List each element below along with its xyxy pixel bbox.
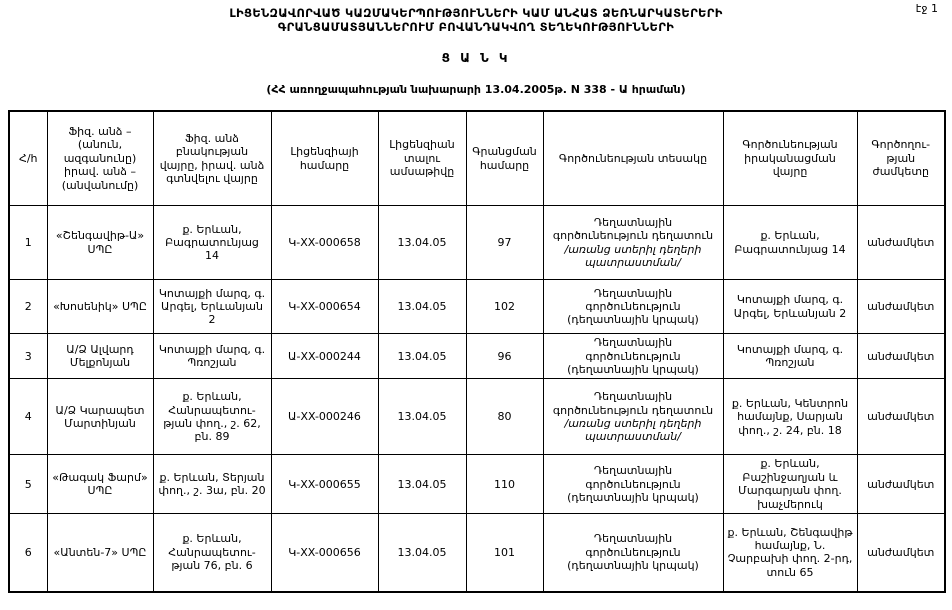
cell-entity-address: ք. Երևան, Հանրապետության փող., շ. 62, բն. 89 bbox=[153, 379, 271, 455]
activity-type-text: Դեղատնային գործունեություն (դեղատնային կրպակ) bbox=[567, 532, 699, 573]
cell-row-number: 4 bbox=[9, 379, 47, 455]
cell-entity-name: «Խոսենիկ» ՍՊԸ bbox=[47, 280, 153, 334]
cell-registration-number: 80 bbox=[466, 379, 543, 455]
cell-license-date: 13.04.05 bbox=[378, 206, 466, 280]
cell-activity-place: ք. Երևան, Շենգավիթ համայնք, Ն. Չարբախի փող. 2-րդ, տուն 65 bbox=[723, 514, 857, 592]
cell-entity-name: Ա/Ձ Կարապետ Մարտինյան bbox=[47, 379, 153, 455]
table-row bbox=[9, 334, 945, 379]
table-header bbox=[9, 111, 945, 206]
cell-activity-type bbox=[543, 379, 723, 455]
cell-license-date: 13.04.05 bbox=[378, 334, 466, 379]
cell-activity-type bbox=[543, 280, 723, 334]
cell-validity-term: անժամկետ bbox=[857, 206, 945, 280]
cell-row-number: 6 bbox=[9, 514, 47, 592]
cell-registration-number: 97 bbox=[466, 206, 543, 280]
activity-type-note: /առանց ստերիլ դեղերի պատրաստման/ bbox=[564, 416, 702, 444]
cell-registration-number: 96 bbox=[466, 334, 543, 379]
header-col-license-number: Լիցենզիայի համարը bbox=[271, 111, 378, 206]
cell-activity-type bbox=[543, 514, 723, 592]
cell-license-number: Ա-XX-000246 bbox=[271, 379, 378, 455]
cell-entity-address: ք. Երևան, Հանրապետության 76, բն. 6 bbox=[153, 514, 271, 592]
header-col-activity-place: Գործունեության իրականացման վայրը bbox=[723, 111, 857, 206]
cell-validity-term: անժամկետ bbox=[857, 334, 945, 379]
cell-license-number: Կ-XX-000655 bbox=[271, 455, 378, 514]
cell-registration-number: 110 bbox=[466, 455, 543, 514]
cell-entity-name: «Շենգավիթ-Ա» ՍՊԸ bbox=[47, 206, 153, 280]
cell-activity-type bbox=[543, 455, 723, 514]
cell-license-date: 13.04.05 bbox=[378, 379, 466, 455]
activity-type-note: /առանց ստերիլ դեղերի պատրաստման/ bbox=[564, 242, 702, 270]
activity-type-text: Դեղատնային գործունեություն (դեղատնային կրպակ) bbox=[567, 464, 699, 504]
cell-activity-place: Կոտայքի մարզ, գ. Պռոշյան bbox=[723, 334, 857, 379]
table-row bbox=[9, 455, 945, 514]
cell-activity-type bbox=[543, 334, 723, 379]
header-col-license-date: Լիցենզիան տալու ամսաթիվը bbox=[378, 111, 466, 206]
header-col-address: Ֆիզ. անձ բնակության վայրը, իրավ. անձ գտնվելու վայրը bbox=[153, 111, 271, 206]
cell-license-number: Կ-XX-000656 bbox=[271, 514, 378, 592]
document-title-line1: ԼԻՑԵՆԶԱՎՈՐՎԱԾ ԿԱԶՄԱԿԵՐՊՈՒԹՅՈՒՆՆԵՐԻ ԿԱՄ ԱՆՀԱՏ ՁԵՌՆԱՐԿԱՏԵՐԵՐԻ bbox=[229, 6, 723, 20]
table-row bbox=[9, 280, 945, 334]
cell-row-number: 5 bbox=[9, 455, 47, 514]
activity-type-text: Դեղատնային գործունեություն դեղատուն bbox=[552, 215, 714, 243]
document-title-line2: ԳՐԱՆՑԱՄԱՏՅԱՆՆԵՐՈՒՄ ԲՈՎԱՆԴԱԿՎՈՂ ՏԵՂԵԿՈՒԹՅՈՒՆՆԵՐԻ bbox=[277, 20, 675, 35]
cell-activity-place: ք. Երևան, Կենտրոն համայնք, Սարյան փող., շ. 24, բն. 18 bbox=[723, 379, 857, 455]
cell-validity-term: անժամկետ bbox=[857, 280, 945, 334]
page-number: էջ 1 bbox=[915, 2, 938, 15]
table-row bbox=[9, 514, 945, 592]
activity-type-text: Դեղատնային գործունեություն (դեղատնային կրպակ) bbox=[567, 286, 699, 327]
cell-row-number: 2 bbox=[9, 280, 47, 334]
cell-validity-term: անժամկետ bbox=[857, 379, 945, 455]
cell-license-date: 13.04.05 bbox=[378, 455, 466, 514]
cell-license-date: 13.04.05 bbox=[378, 280, 466, 334]
cell-validity-term: անժամկետ bbox=[857, 514, 945, 592]
cell-entity-address: Կոտայքի մարզ, գ. Պռոշյան bbox=[153, 334, 271, 379]
cell-activity-place: ք. Երևան, Բագրատունյաց 14 bbox=[723, 206, 857, 280]
table-body bbox=[9, 206, 945, 592]
table-header-row bbox=[9, 111, 945, 206]
cell-entity-address: Կոտայքի մարզ, գ. Արգել, Երևանյան 2 bbox=[153, 280, 271, 334]
cell-activity-type bbox=[543, 206, 723, 280]
cell-license-date: 13.04.05 bbox=[378, 514, 466, 592]
header-col-validity-term: Գործողության ժամկետը bbox=[857, 111, 945, 206]
activity-type-text: Դեղատնային գործունեություն (դեղատնային կրպակ) bbox=[567, 336, 699, 377]
cell-entity-name: «Թագակ Ֆարմ» ՍՊԸ bbox=[47, 455, 153, 514]
cell-registration-number: 101 bbox=[466, 514, 543, 592]
cell-row-number: 1 bbox=[9, 206, 47, 280]
cell-license-number: Կ-XX-000654 bbox=[271, 280, 378, 334]
header-col-registration-number: Գրանցման համարը bbox=[466, 111, 543, 206]
cell-activity-place: Կոտայքի մարզ, գ. Արգել, Երևանյան 2 bbox=[723, 280, 857, 334]
cell-license-number: Ա-XX-000244 bbox=[271, 334, 378, 379]
cell-license-number: Կ-XX-000658 bbox=[271, 206, 378, 280]
cell-row-number: 3 bbox=[9, 334, 47, 379]
table-row bbox=[9, 206, 945, 280]
header-col-activity-type: Գործունեության տեսակը bbox=[543, 111, 723, 206]
header-col-no: Հ/հ bbox=[9, 111, 47, 206]
cell-registration-number: 102 bbox=[466, 280, 543, 334]
cell-entity-address: ք. Երևան, Տերյան փող., շ. 3ա, բն. 20 bbox=[153, 455, 271, 514]
cell-entity-name: «Անտեն-7» ՍՊԸ bbox=[47, 514, 153, 592]
table-row bbox=[9, 379, 945, 455]
activity-type-text: Դեղատնային գործունեություն դեղատուն bbox=[552, 390, 714, 417]
cell-entity-address: ք. Երևան, Բագրատունյաց 14 bbox=[153, 206, 271, 280]
document-subtitle-order: (ՀՀ առողջապահության նախարարի 13.04.2005թ. N 338 - Ա հրաման) bbox=[266, 82, 686, 96]
cell-activity-place: ք. Երևան, Բաշինջաղյան և Մարգարյան փող. խաչմերուկ bbox=[723, 455, 857, 514]
cell-entity-name: Ա/Ձ Ալվարդ Մելքոնյան bbox=[47, 334, 153, 379]
license-registry-table bbox=[8, 110, 946, 593]
header-col-name: Ֆիզ. անձ – (անուն, ազգանունը) իրավ. անձ – (անվանումը) bbox=[47, 111, 153, 206]
document-title-list: Ց Ա Ն Կ bbox=[441, 50, 511, 65]
cell-validity-term: անժամկետ bbox=[857, 455, 945, 514]
